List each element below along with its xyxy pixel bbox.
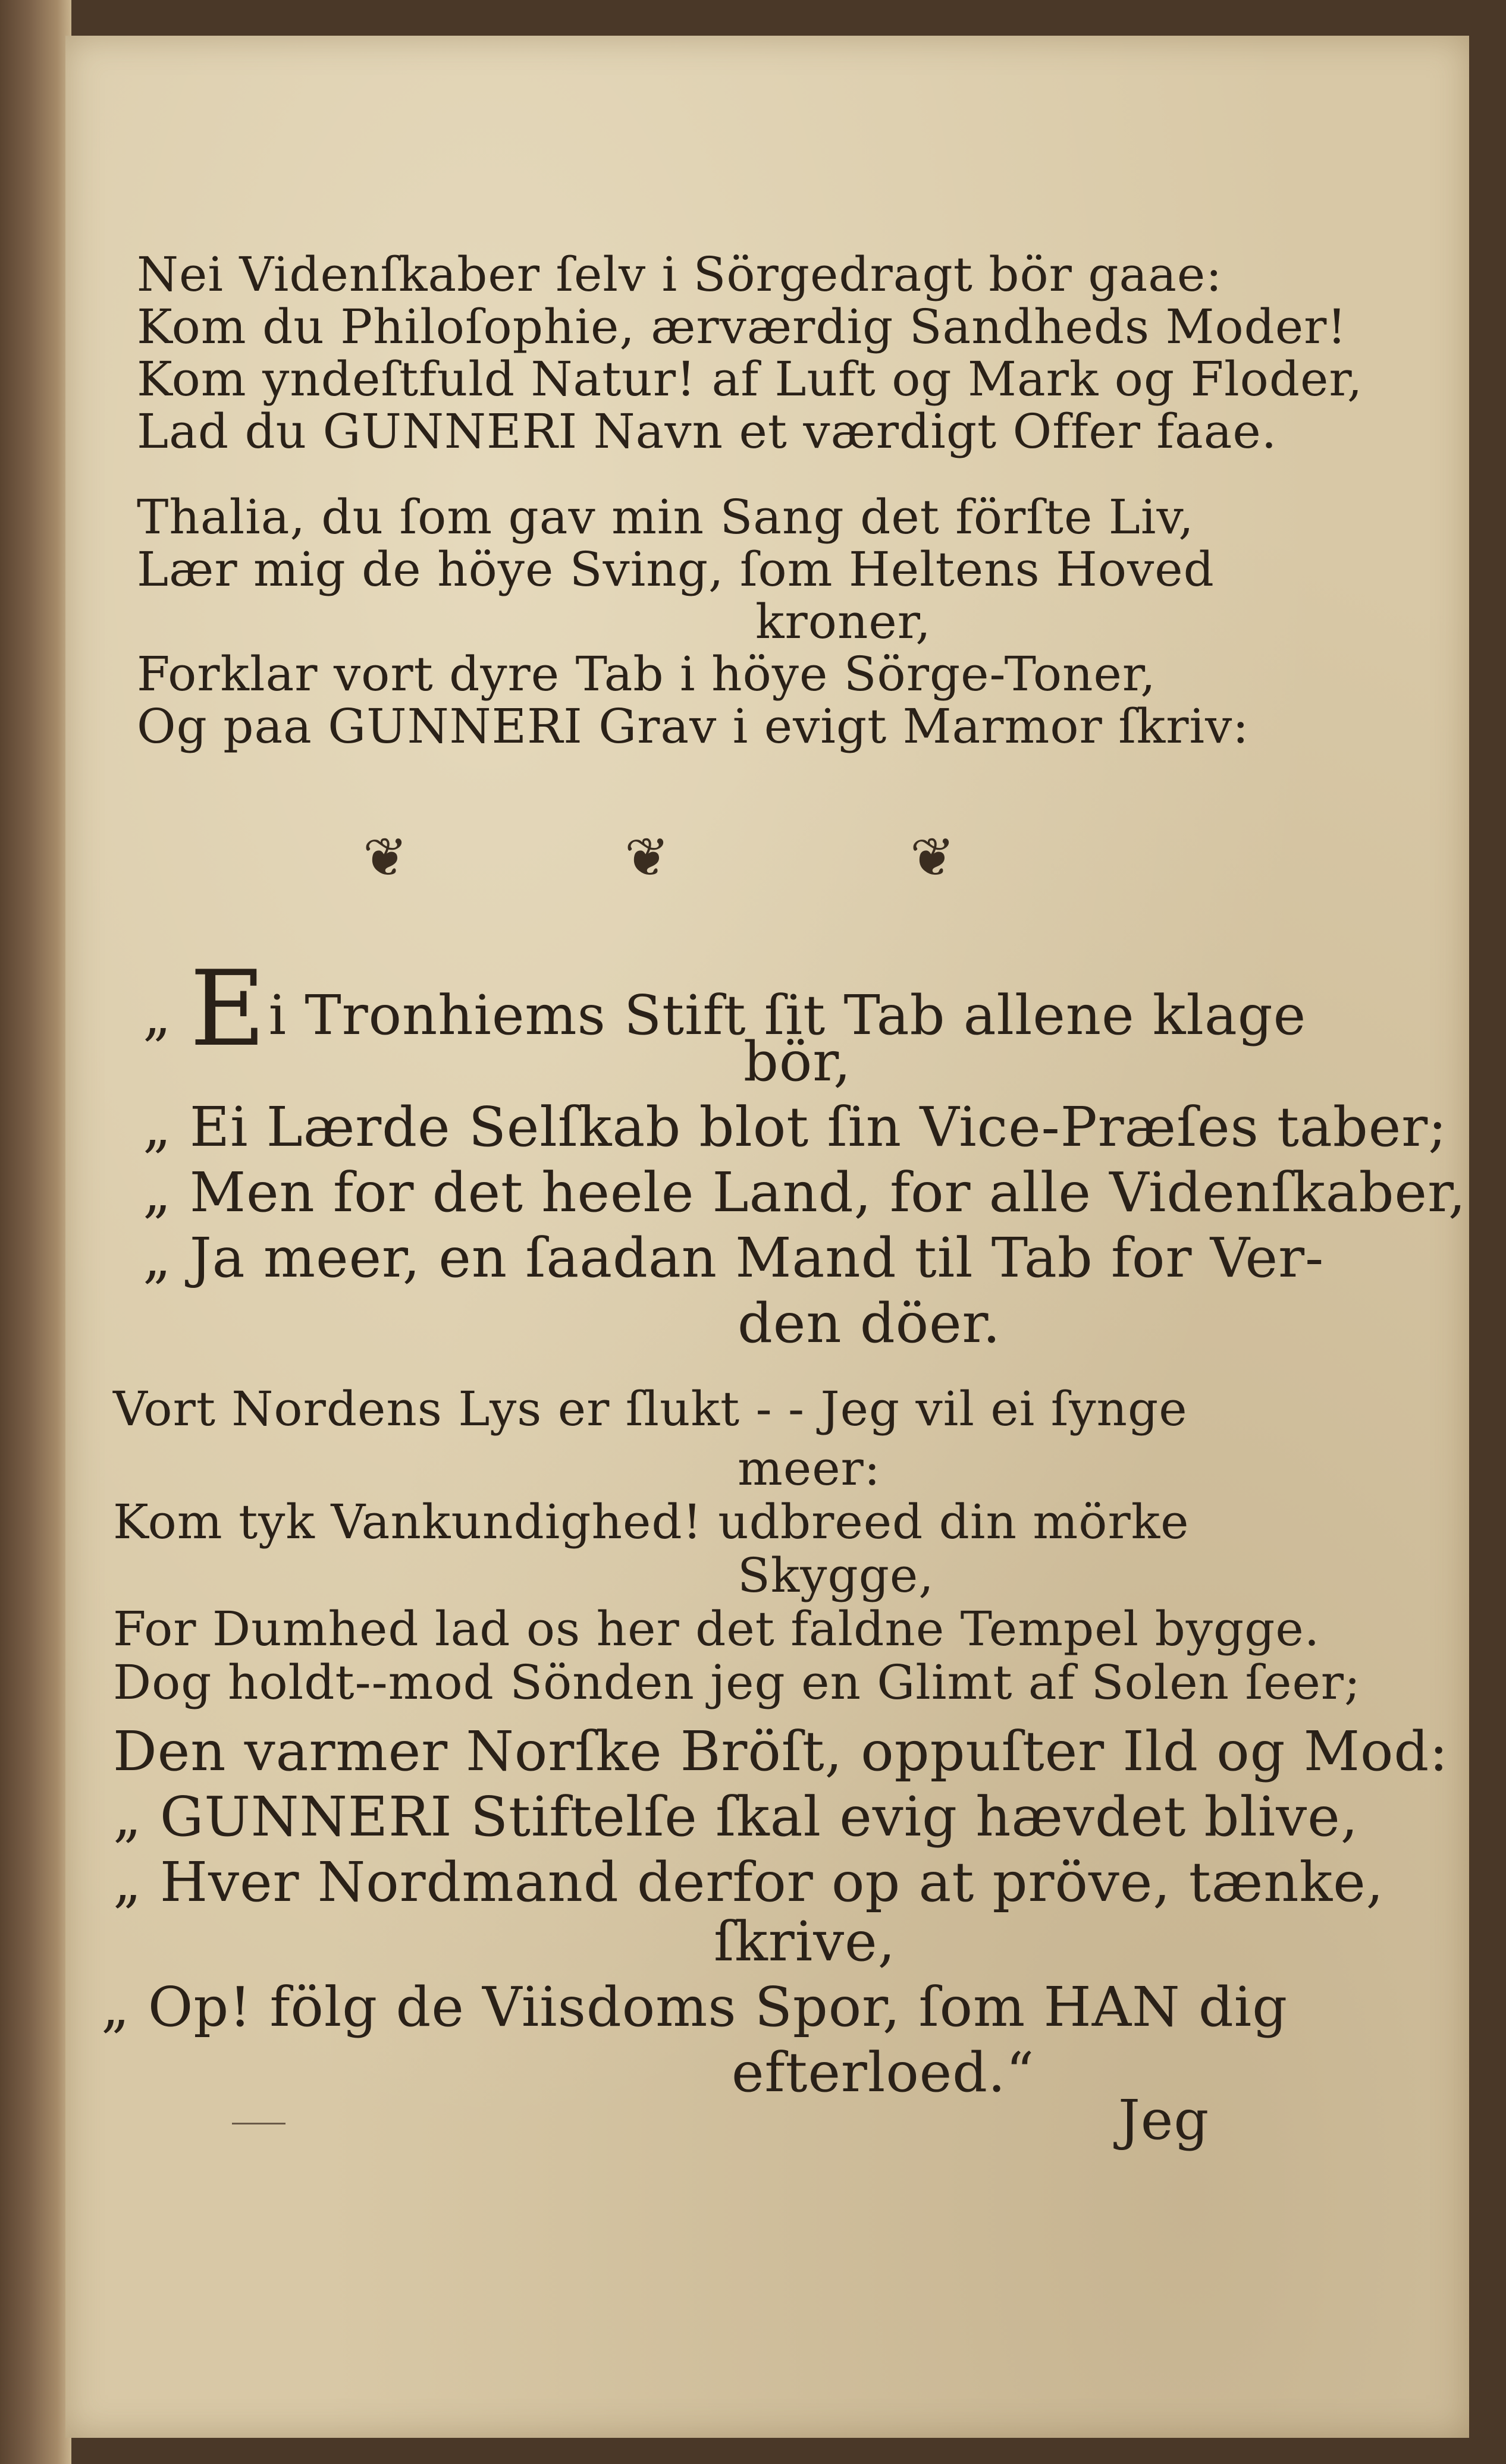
inscription-quote-mark: „ xyxy=(143,983,190,1047)
stanza2-line-2: Lær mig de höye Sving, ſom Heltens Hoved xyxy=(137,542,1215,597)
stanza4-line-6: efterloed.“ xyxy=(732,2041,1035,2104)
stanza4-line-2: „ GUNNERI Stiftelſe ſkal evig hævdet blive, xyxy=(113,1785,1358,1849)
fleuron-ornament-1: ❦ xyxy=(363,826,408,889)
stanza2-line-5: Og paa GUNNERI Grav i evigt Marmor ſkriv: xyxy=(137,699,1250,754)
stanza1-line-2: Kom du Philoſophie, ærværdig Sandheds Moder! xyxy=(137,299,1347,354)
book-page xyxy=(65,36,1469,2438)
stanza3-line-2: meer: xyxy=(738,1441,881,1496)
inscription-line-6: den döer. xyxy=(738,1291,1001,1355)
stanza1-line-4: Lad du GUNNERI Navn et værdigt Offer faae. xyxy=(137,404,1278,459)
stanza3-line-1: Vort Nordens Lys er ſlukt - - Jeg vil ei ſynge xyxy=(113,1381,1188,1437)
stanza2-line-3: kroner, xyxy=(755,594,931,649)
stanza3-line-4: Skygge, xyxy=(738,1548,934,1603)
stanza3-line-5: For Dumhed lad os her det faldne Tempel bygge. xyxy=(113,1601,1320,1657)
fleuron-ornament-2: ❦ xyxy=(625,826,670,889)
stanza1-line-3: Kom yndeſtfuld Natur! af Luft og Mark og Floder, xyxy=(137,351,1363,407)
stanza4-line-3: „ Hver Nordmand derfor op at pröve, tænke, xyxy=(113,1850,1384,1914)
stanza4-line-5: „ Op! fölg de Viisdoms Spor, ſom HAN dig xyxy=(101,1975,1288,2039)
stanza2-line-1: Thalia, du ſom gav min Sang det förſte Liv, xyxy=(137,489,1194,545)
inscription-line-1-text: i Tronhiems Stift ſit Tab allene klage xyxy=(268,983,1307,1047)
margin-rule-mark xyxy=(232,2123,285,2124)
stanza4-line-4: ſkrive, xyxy=(714,1910,896,1973)
inscription-line-2: bör, xyxy=(743,1030,852,1093)
stanza4-line-1: Den varmer Norſke Bröſt, oppuſter Ild og Mod: xyxy=(113,1720,1449,1783)
stanza1-line-1: Nei Videnſkaber ſelv i Sörgedragt bör gaae: xyxy=(137,247,1223,302)
stanza3-line-6: Dog holdt--mod Sönden jeg en Glimt af Solen ſeer; xyxy=(113,1655,1361,1710)
inscription-line-3: „ Ei Lærde Selſkab blot ſin Vice-Præſes taber; xyxy=(143,1095,1448,1159)
inscription-line-4: „ Men for det heele Land, for alle Videnſkaber, xyxy=(143,1161,1467,1224)
catchword: Jeg xyxy=(1118,2088,1210,2152)
stanza2-line-4: Forklar vort dyre Tab i höye Sörge-Toner, xyxy=(137,646,1156,702)
inscription-line-5: „ Ja meer, en ſaadan Mand til Tab for Ver- xyxy=(143,1226,1325,1290)
fleuron-ornament-3: ❦ xyxy=(910,826,955,889)
stanza3-line-3: Kom tyk Vankundighed! udbreed din mörke xyxy=(113,1494,1190,1550)
book-binding-edge xyxy=(0,0,71,2464)
drop-cap-letter: E xyxy=(189,949,266,1070)
